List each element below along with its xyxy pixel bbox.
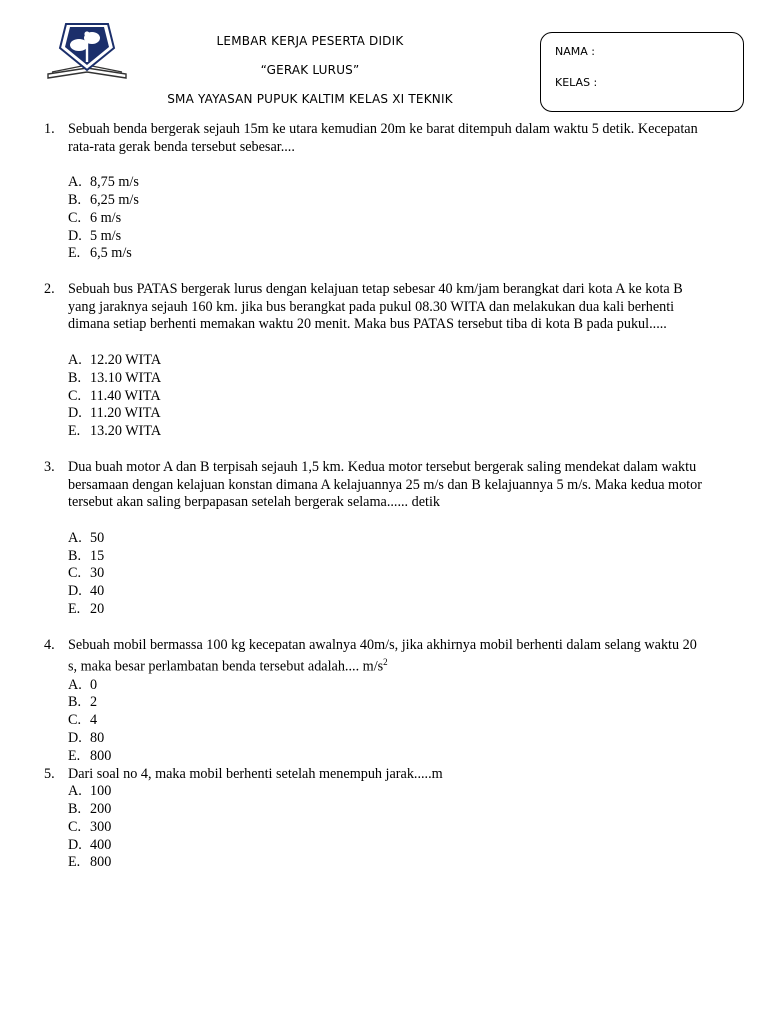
option-letter: A. [68,529,82,546]
question-text: Dua buah motor A dan B terpisah sejauh 1,5 km. Kedua motor tersebut bergerak saling mendekat dalam waktu bersamaan dengan kelajuan konstan dimana A kelajuannya 25 m/s dan B kelajuannya 5 m/s. Maka kedua motor tersebut akan saling berpapasan setelah bergerak selama...... detik [68,458,702,511]
question-text: Sebuah mobil bermassa 100 kg kecepatan awalnya 40m/s, jika akhirnya mobil berhenti dalam selang waktu 20 s, maka besar perlambatan benda tersebut adalah.... m/s [68,636,697,676]
option-c [68,210,708,228]
option-letter: B. [68,801,82,817]
option-text: 11.20 WITA [90,405,161,422]
option-b [68,801,708,819]
option-text: 30 [90,565,105,582]
option-letter: D. [68,836,82,853]
option-text: 12.20 WITA [90,351,162,368]
option-e [68,245,708,263]
option-text: 0 [90,676,98,693]
question-text: Dari soal no 4, maka mobil berhenti setelah menempuh jarak.....m [68,765,443,782]
question-number: 4. [44,636,55,653]
option-e [68,748,708,766]
question-number: 2. [44,281,55,298]
question-number: 3. [44,458,55,475]
option-a [68,352,708,370]
option-c [68,565,708,583]
option-a [68,530,708,548]
question-number: 5. [44,765,55,782]
option-text: 200 [90,801,112,817]
question-text: Sebuah benda bergerak sejauh 15m ke utara kemudian 20m ke barat ditempuh dalam waktu 5 detik. Kecepatan rata-rata gerak benda tersebut sebesar.... [68,121,698,155]
option-text: 6,5 m/s [90,245,132,262]
option-c [68,712,708,730]
option-text: 11.40 WITA [90,387,161,404]
nama-label: NAMA : [555,45,595,58]
school-logo [44,18,130,82]
option-letter: C. [68,818,82,835]
student-id-box [540,32,744,112]
option-b [68,548,708,566]
option-text: 100 [90,783,112,800]
question-5 [44,765,708,873]
option-letter: A. [68,174,82,191]
option-d [68,837,708,855]
option-e [68,601,708,619]
question-text: Sebuah bus PATAS bergerak lurus dengan kelajuan tetap sebesar 40 km/jam berangkat dari kota A ke kota B yang jaraknya sejauh 160 km. jika bus berangkat pada pukul 08.30 WITA dan melakukan dua kali berhenti dimana setiap berhenti memakan waktu 20 menit. Maka bus PATAS tersebut tiba di kota B pada pukul..... [68,281,683,333]
option-text: 40 [90,583,105,600]
option-text: 15 [90,547,105,564]
option-b [68,192,708,210]
question-list [0,121,768,872]
option-letter: B. [68,694,82,711]
question-number: 1. [44,121,55,137]
option-letter: B. [68,547,82,564]
option-letter: A. [68,676,82,693]
option-text: 4 [90,712,98,729]
option-text: 20 [90,600,105,617]
answer-options [68,783,708,872]
option-c [68,388,708,406]
option-letter: A. [68,351,82,368]
option-c [68,819,708,837]
kelas-label: KELAS : [555,76,598,89]
option-text: 13.20 WITA [90,423,162,440]
option-text: 5 m/s [90,227,122,244]
option-a [68,783,708,801]
option-b [68,370,708,388]
option-letter: B. [68,369,82,386]
worksheet-title: LEMBAR KERJA PESERTA DIDIK [216,34,404,48]
option-text: 800 [90,854,112,871]
question-text-wrap [68,637,708,677]
option-letter: C. [68,387,82,404]
option-b [68,694,708,712]
option-d [68,228,708,246]
option-letter: D. [68,405,82,422]
exponent: 2 [383,657,388,668]
option-text: 6 m/s [90,209,122,226]
option-text: 300 [90,818,112,835]
answer-options [68,677,708,766]
option-e [68,854,708,872]
question-2 [44,281,708,459]
question-4 [44,636,708,766]
option-text: 6,25 m/s [90,191,139,208]
option-e [68,423,708,441]
option-a [68,677,708,695]
option-text: 2 [90,694,98,711]
option-text: 8,75 m/s [90,174,139,191]
option-letter: C. [68,209,82,226]
option-letter: E. [68,747,81,764]
option-text: 800 [90,747,112,764]
option-a [68,174,708,192]
option-letter: E. [68,854,81,871]
option-text: 13.10 WITA [90,369,162,386]
question-1 [44,121,708,281]
question-3 [44,458,708,637]
option-d [68,730,708,748]
option-letter: E. [68,600,81,617]
option-text: 50 [90,529,105,546]
answer-options [68,174,708,263]
option-letter: D. [68,227,82,244]
option-letter: D. [68,583,82,600]
option-letter: A. [68,783,82,800]
option-letter: E. [68,423,81,440]
option-letter: D. [68,730,82,747]
option-letter: C. [68,565,82,582]
option-text: 400 [90,836,112,853]
answer-options [68,352,708,441]
school-class-title: SMA YAYASAN PUPUK KALTIM KELAS XI TEKNIK [167,92,453,106]
option-letter: C. [68,712,82,729]
option-letter: B. [68,191,82,208]
option-d [68,405,708,423]
option-d [68,583,708,601]
topic-title: “GERAK LURUS” [260,63,360,77]
option-letter: E. [68,245,81,262]
option-text: 80 [90,730,105,747]
answer-options [68,530,708,619]
